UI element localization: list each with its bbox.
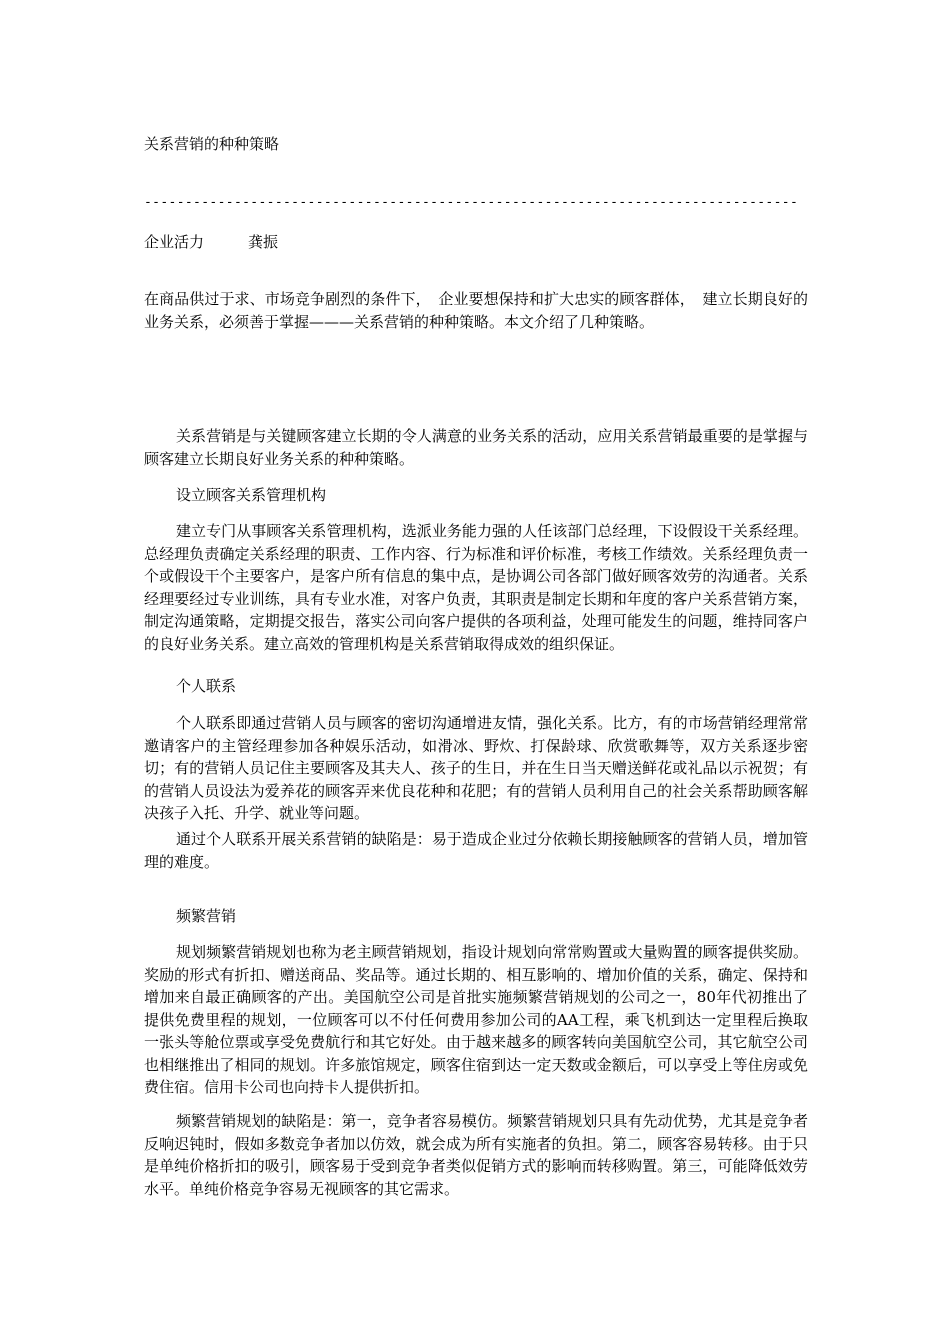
byline xyxy=(144,231,808,254)
section-heading: 个人联系 xyxy=(176,677,237,695)
byline-author: 龚振 xyxy=(248,233,279,251)
abstract-paragraph: 在商品供过于求、市场竞争剧烈的条件下， 企业要想保持和扩大忠实的顾客群体， 建立长期良好的业务关系，必须善于掌握———关系营销的种种策略。本文介绍了几种策略。 xyxy=(144,290,808,331)
byline-source: 企业活力 xyxy=(144,233,205,251)
body-paragraph: 个人联系即通过营销人员与顾客的密切沟通增进友情，强化关系。比方，有的市场营销经理常常邀请客户的主管经理参加各种娱乐活动，如滑冰、野炊、打保龄球、欣赏歌舞等，双方关系逐步密切；有的营销人员记住主要顾客及其夫人、孩子的生日，并在生日当天赠送鲜花或礼品以示祝贺；有的营销人员设法为爱养花的顾客弄来优良花种和花肥；有的营销人员利用自己的社会关系帮助顾客解决孩子入托、升学、就业等问题。 xyxy=(144,714,808,822)
body-paragraph: 建立专门从事顾客关系管理机构，选派业务能力强的人任该部门总经理，下设假设干关系经理。总经理负责确定关系经理的职责、工作内容、行为标准和评价标准，考核工作绩效。关系经理负责一个或假设干个主要客户，是客户所有信息的集中点，是协调公司各部门做好顾客效劳的沟通者。关系经理要经过专业训练，具有专业水准，对客户负责，其职责是制定长期和年度的客户关系营销方案，制定沟通策略，定期提交报告，落实公司向客户提供的各项利益，处理可能发生的问题，维持同客户的良好业务关系。建立高效的管理机构是关系营销取得成效的组织保证。 xyxy=(144,522,808,653)
horizontal-rule: -------------------------------------------------------------------------------- xyxy=(144,195,799,210)
article-title: 关系营销的种种策略 xyxy=(144,135,280,153)
body-paragraph: 规划频繁营销规划也称为老主顾营销规划，指设计规划向常常购置或大量购置的顾客提供奖励。奖励的形式有折扣、赠送商品、奖品等。通过长期的、相互影响的、增加价值的关系，确定、保持和增加来自最正确顾客的产出。美国航空公司是首批实施频繁营销规划的公司之一，80年代初推出了提供免费里程的规划，一位顾客可以不付任何费用参加公司的AA工程，乘飞机到达一定里程后换取一张头等舱位票或享受免费航行和其它好处。由于越来越多的顾客转向美国航空公司，其它航空公司也相继推出了相同的规划。许多旅馆规定，顾客住宿到达一定天数或金额后，可以享受上等住房或免费住宿。信用卡公司也向持卡人提供折扣。 xyxy=(144,943,808,1096)
intro-paragraph: 关系营销是与关键顾客建立长期的令人满意的业务关系的活动，应用关系营销最重要的是掌握与顾客建立长期良好业务关系的种种策略。 xyxy=(144,427,808,468)
section-heading: 频繁营销 xyxy=(176,907,237,925)
section-heading: 设立顾客关系管理机构 xyxy=(176,486,327,504)
body-paragraph: 频繁营销规划的缺陷是：第一，竞争者容易模仿。频繁营销规划只具有先动优势，尤其是竞争者反响迟钝时，假如多数竞争者加以仿效，就会成为所有实施者的负担。第二，顾客容易转移。由于只是单纯价格折扣的吸引，顾客易于受到竞争者类似促销方式的影响而转移购置。第三，可能降低效劳水平。单纯价格竞争容易无视顾客的其它需求。 xyxy=(144,1112,808,1198)
body-paragraph: 通过个人联系开展关系营销的缺陷是：易于造成企业过分依赖长期接触顾客的营销人员，增加管理的难度。 xyxy=(144,830,808,871)
